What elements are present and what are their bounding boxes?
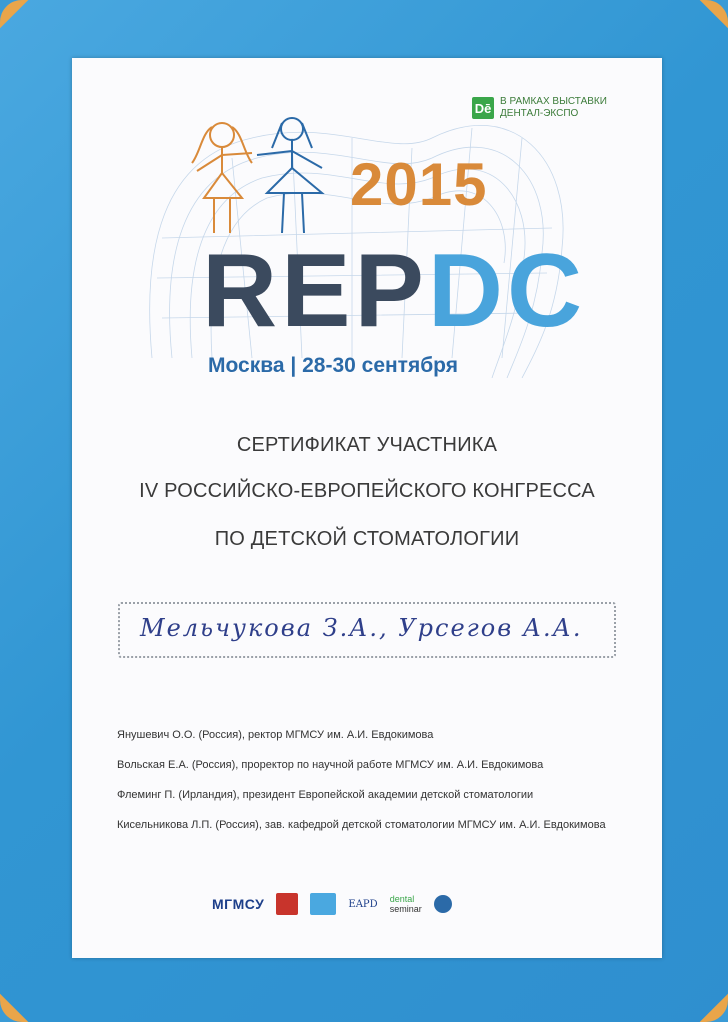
mgmsu-logo: МГМСУ	[212, 896, 265, 912]
expo-line-2: ДЕНТАЛ-ЭКСПО	[500, 108, 579, 119]
title-line-1: СЕРТИФИКАТ УЧАСТНИКА	[236, 434, 498, 456]
event-year: 2015	[350, 151, 488, 218]
children-drawing-icon	[182, 113, 342, 243]
brand-dc: DC	[427, 233, 587, 349]
participant-name: Мельчукова З.А., Урсегов А.А.	[140, 614, 583, 642]
signatory-3: Флеминг П. (Ирландия), президент Европейской академии детской стоматологии	[117, 789, 534, 801]
certificate-paper	[72, 58, 662, 958]
signatory-1: Янушевич О.О. (Россия), ректор МГМСУ им. А.И. Евдокимова	[117, 729, 434, 741]
dental-seminar-line-2: seminar	[389, 904, 422, 914]
dental-expo-logo: Dē	[472, 97, 494, 119]
frame-corner	[0, 0, 28, 28]
dental-expo-badge	[472, 96, 607, 120]
expo-line-1: В РАМКАХ ВЫСТАВКИ	[500, 96, 607, 107]
book-logo-icon	[276, 893, 298, 915]
repdc-logo	[202, 233, 587, 349]
kazakhstan-flag-icon	[310, 893, 336, 915]
brand-rep: REP	[202, 233, 428, 349]
dental-expo-text	[500, 96, 607, 120]
title-line-2: IV РОССИЙСКО-ЕВРОПЕЙСКОГО КОНГРЕССА	[139, 480, 595, 502]
eapd-logo: EAPD	[348, 898, 378, 910]
place-dates: Москва | 28-30 сентября	[208, 354, 458, 377]
dental-seminar-line-1: dental	[389, 894, 415, 904]
dental-seminar-logo	[390, 894, 422, 914]
frame-corner	[700, 994, 728, 1022]
frame-corner	[700, 0, 728, 28]
emblem-icon	[434, 895, 452, 913]
frame-corner	[0, 994, 28, 1022]
title-line-3: ПО ДЕТСКОЙ СТОМАТОЛОГИИ	[214, 528, 520, 550]
participant-name-box	[118, 602, 616, 658]
signatory-4: Кисельникова Л.П. (Россия), зав. кафедрой детской стоматологии МГМСУ им. А.И. Евдокимова	[117, 819, 606, 831]
sponsor-logos	[212, 893, 452, 915]
signatory-2: Вольская Е.А. (Россия), проректор по научной работе МГМСУ им. А.И. Евдокимова	[117, 759, 544, 771]
